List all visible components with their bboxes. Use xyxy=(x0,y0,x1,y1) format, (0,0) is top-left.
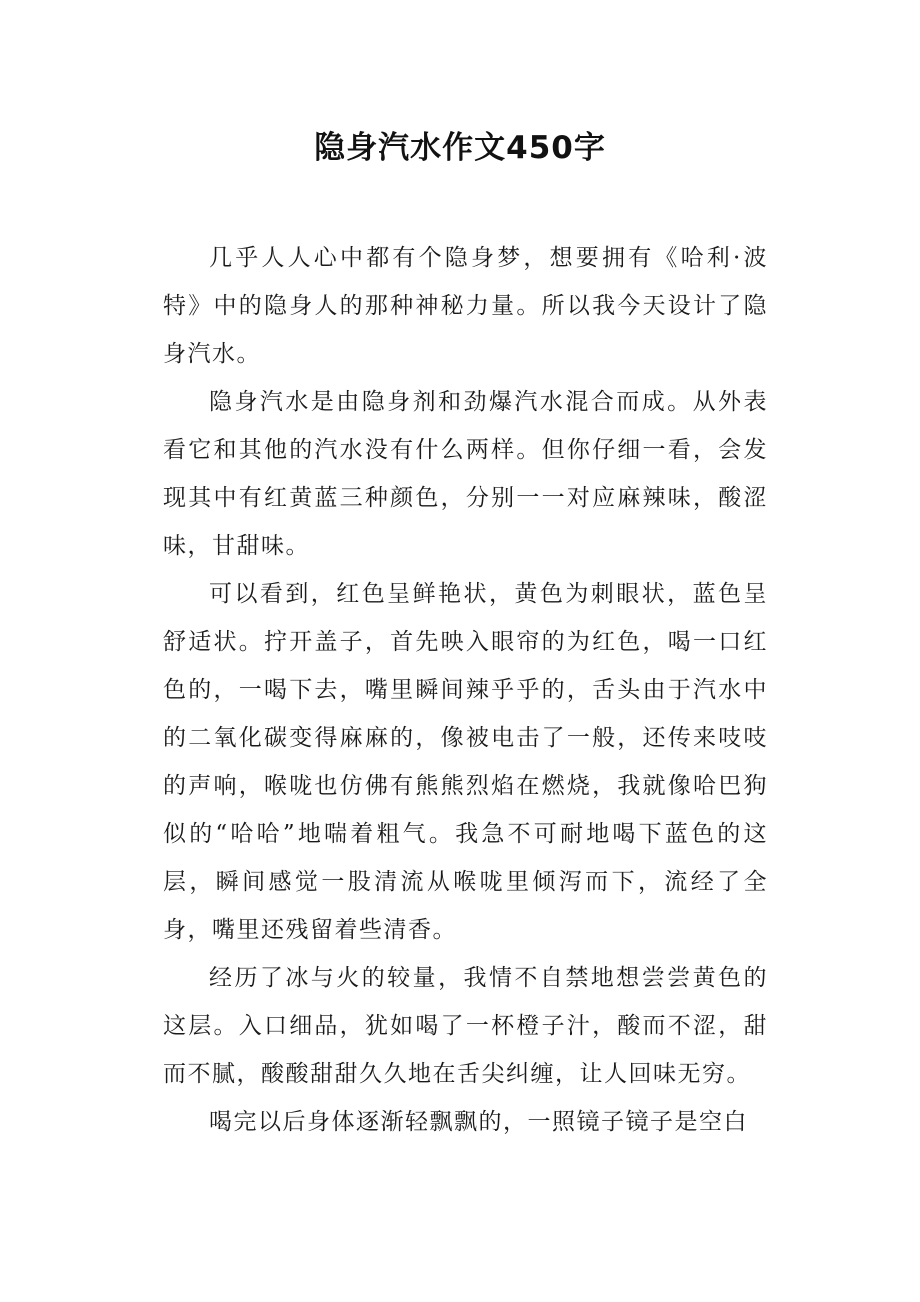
document-body xyxy=(163,234,768,1146)
paragraph-2: 隐身汽水是由隐身剂和劲爆汽水混合而成。从外表看它和其他的汽水没有什么两样。但你仔细一看，会发现其中有红黄蓝三种颜色，分别一一对应麻辣味，酸涩味，甘甜味。 xyxy=(163,389,768,559)
paragraph-3: 可以看到，红色呈鲜艳状，黄色为刺眼状，蓝色呈舒适状。拧开盖子，首先映入眼帘的为红色，喝一口红色的，一喝下去，嘴里瞬间辣乎乎的，舌头由于汽水中的二氧化碳变得麻麻的，像被电击了一般，还传来吱吱的声响，喉咙也仿佛有熊熊烈焰在燃烧，我就像哈巴狗似的“哈哈”地喘着粗气。我急不可耐地喝下蓝色的这层，瞬间感觉一股清流从喉咙里倾泻而下，流经了全身，嘴里还残留着些清香。 xyxy=(163,581,768,943)
paragraph-4: 经历了冰与火的较量，我情不自禁地想尝尝黄色的这层。入口细品，犹如喝了一杯橙子汁，酸而不涩，甜而不腻，酸酸甜甜久久地在舌尖纠缠，让人回味无穷。 xyxy=(163,965,768,1087)
paragraph-5: 喝完以后身体逐渐轻飘飘的，一照镜子镜子是空白 xyxy=(209,1109,748,1135)
paragraph-1: 几乎人人心中都有个隐身梦，想要拥有《哈利·波特》中的隐身人的那种神秘力量。所以我今天设计了隐身汽水。 xyxy=(163,245,768,367)
document-title: 隐身汽水作文450字 xyxy=(314,130,606,166)
